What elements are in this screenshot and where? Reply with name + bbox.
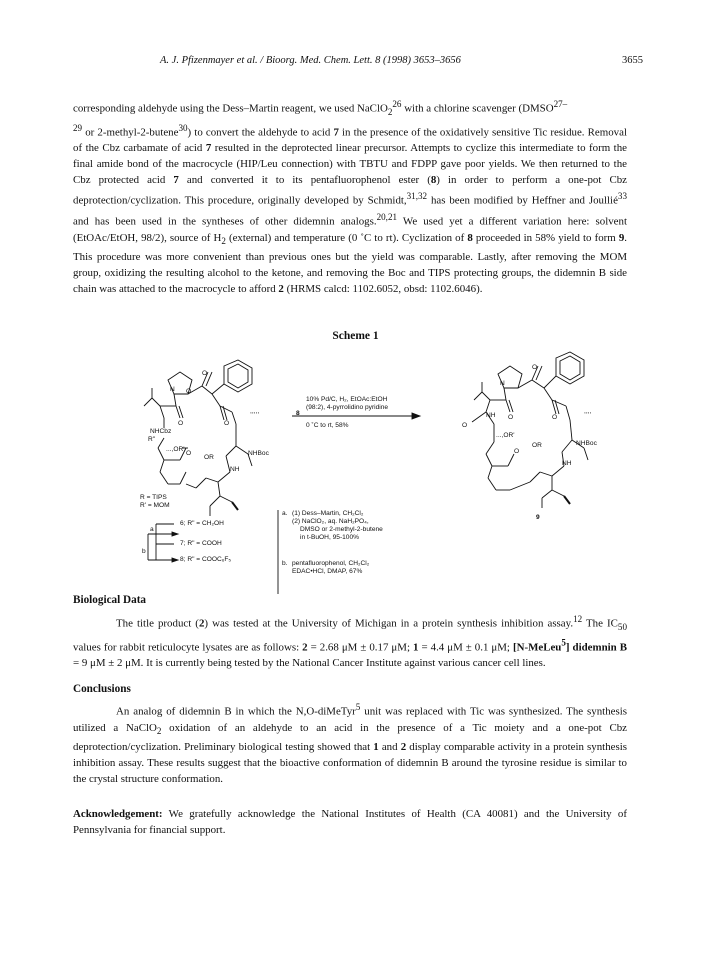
cond-a-1: (1) Dess–Martin, CH₂Cl₂ xyxy=(292,510,364,517)
cond-b-2: EDAC•HCl, DMAP, 67% xyxy=(292,568,363,575)
cond-a-3: DMSO or 2-methyl-2-butene xyxy=(300,526,383,533)
paragraph-conclusions: An analog of didemnin B in which the N,O-diMeTyr$^5$ unit was replaced with Tic was synthesized. The synthesis utilized a NaClO$_2$ oxidation of an aldehyde to an acid in the presence of a Tic moiety and a one-pot Cbz deprotection/cyclization. Preliminary biological testing showed that 1 and 2 display comparable activity in a protein synthesis inhibition assay. These results suggest that the bioactive conformation of didemnin B around the tyrosine residue is similar to the crystal structure conformation. xyxy=(73,702,627,785)
cond-a-2: (2) NaClO₂, aq. NaH₂PO₄, xyxy=(292,518,369,525)
cond-b-label: b. xyxy=(282,560,288,567)
paragraph-biological-data: The title product (2) was tested at the University of Michigan in a protein synthesis inhibition assay.$^{12}$ The $IC_{50}$ values for rabbit reticulocyte lysates are as follows: 2 = 2.68 μM ± 0.17 μM; 1 = 4.4 μM ± 0.1 μM; [N-MeLeu$^5$] didemnin B = 9 μM ± 2 μM. It is currently being tested by the National Cancer Institute against various cancer cell lines. xyxy=(73,614,628,670)
left-o4: O xyxy=(224,420,230,427)
left-n: N xyxy=(170,386,175,393)
left-o2: O xyxy=(202,370,208,377)
compound-8: 8; R" = COOC₆F₅ xyxy=(180,556,232,563)
cond-a-label: a. xyxy=(282,510,288,517)
heading-biological-data: Biological Data xyxy=(73,594,147,606)
right-orp: ...,OR' xyxy=(496,432,515,439)
arrow-start-compound: 8 xyxy=(296,410,300,417)
left-dots: ,,,,, xyxy=(250,408,260,415)
r-definition: R = TIPS xyxy=(140,494,167,501)
left-rpp: R" xyxy=(148,436,156,443)
right-nh1: NH xyxy=(486,412,496,419)
arrow-reagents-2: (98:2), 4-pyrrolidino pyridine xyxy=(306,404,389,411)
paragraph-acknowledgement: Acknowledgement: We gratefully acknowledge the National Institutes of Health (CA 40081) and the University of Pennsylvania for financial support. xyxy=(73,808,627,836)
heading-acknowledgement: Acknowledgement: xyxy=(73,808,163,820)
left-o1: O xyxy=(186,388,192,395)
right-o2: O xyxy=(508,414,514,421)
compound-7: 7; R" = COOH xyxy=(180,540,222,547)
step-a-label: a xyxy=(150,526,154,533)
arrow-conditions: 0 ˚C to rt, 58% xyxy=(306,422,349,429)
left-nh: NH xyxy=(230,466,240,473)
left-or: OR xyxy=(204,454,214,461)
step-b-label: b xyxy=(142,548,146,555)
arrow-reagents-1: 10% Pd/C, H₂, EtOAc:EtOH xyxy=(306,396,388,403)
left-orp: ...,OR' xyxy=(166,446,185,453)
scheme-figure xyxy=(120,348,600,594)
cond-a-4: in t-BuOH, 95-100% xyxy=(300,534,360,541)
running-header: A. J. Pfizenmayer et al. / Bioorg. Med. Chem. Lett. 8 (1998) 3653–3656 xyxy=(160,55,461,66)
cond-b-1: pentafluorophenol, CH₂Cl₂ xyxy=(292,560,370,567)
compound-6: 6; R" = CH₂OH xyxy=(180,520,224,527)
right-n: N xyxy=(500,380,505,387)
scheme-title: Scheme 1 xyxy=(332,330,379,342)
right-o5: O xyxy=(514,448,520,455)
page-number: 3655 xyxy=(622,55,643,66)
right-nhboc: NHBoc xyxy=(576,440,597,447)
left-nhboc: NHBoc xyxy=(248,450,269,457)
paragraph-synthesis: corresponding aldehyde using the Dess–Martin reagent, we used NaClO$_2^{26}$ with a chlorine scavenger ($DMSO^{27-}$ $^{29}$ or 2-methyl-2-butene$^{30}$) to convert the aldehyde to acid 7 in the presence of the oxidatively sensitive Tic residue. Removal of the Cbz carbamate of acid 7 resulted in the deprotected linear precursor. Attempts to cyclize this intermediate to form the final amide bond of the macrocycle (HIP/Leu connection) with TBTU and FDPP gave poor yields. We then returned to the Cbz protected acid 7 and converted it to its pentafluorophenol ester (8) in order to perform a one-pot Cbz deprotection/cyclization. This procedure, originally developed by Schmidt,$^{31,32}$ has been modified by Heffner and Joullié$^{33}$ and has been used in the syntheses of other didemnin analogs.$^{20,21}$ We used yet a different variation here: solvent (EtOAc/EtOH, 98/2), source of $H_2$ (external) and temperature (0 ˚C to rt). Cyclization of 8 proceeded in 58% yield to form 9. This procedure was more convenient than previous ones but the yield was comparable. Lastly, after removing the MOM group, oxidizing the resulting alcohol to the ketone, and removing the Boc and TIPS protecting groups, the didemnin B side chain was attached to the macrocycle to afford 2 (HRMS calcd: 1102.6052, obsd: 1102.6046). xyxy=(73,99,627,295)
left-o5: O xyxy=(186,450,192,457)
right-dots: ,,,, xyxy=(584,408,592,415)
right-or: OR xyxy=(532,442,542,449)
right-o3: O xyxy=(462,422,468,429)
left-o3: O xyxy=(178,420,184,427)
rp-definition: R' = MOM xyxy=(140,502,170,509)
heading-conclusions: Conclusions xyxy=(73,683,131,695)
product-compound: 9 xyxy=(536,514,540,521)
left-nhcbz: NHCbz xyxy=(150,428,172,435)
right-nh2: NH xyxy=(562,460,572,467)
right-o1: O xyxy=(532,364,538,371)
right-o4: O xyxy=(552,414,558,421)
